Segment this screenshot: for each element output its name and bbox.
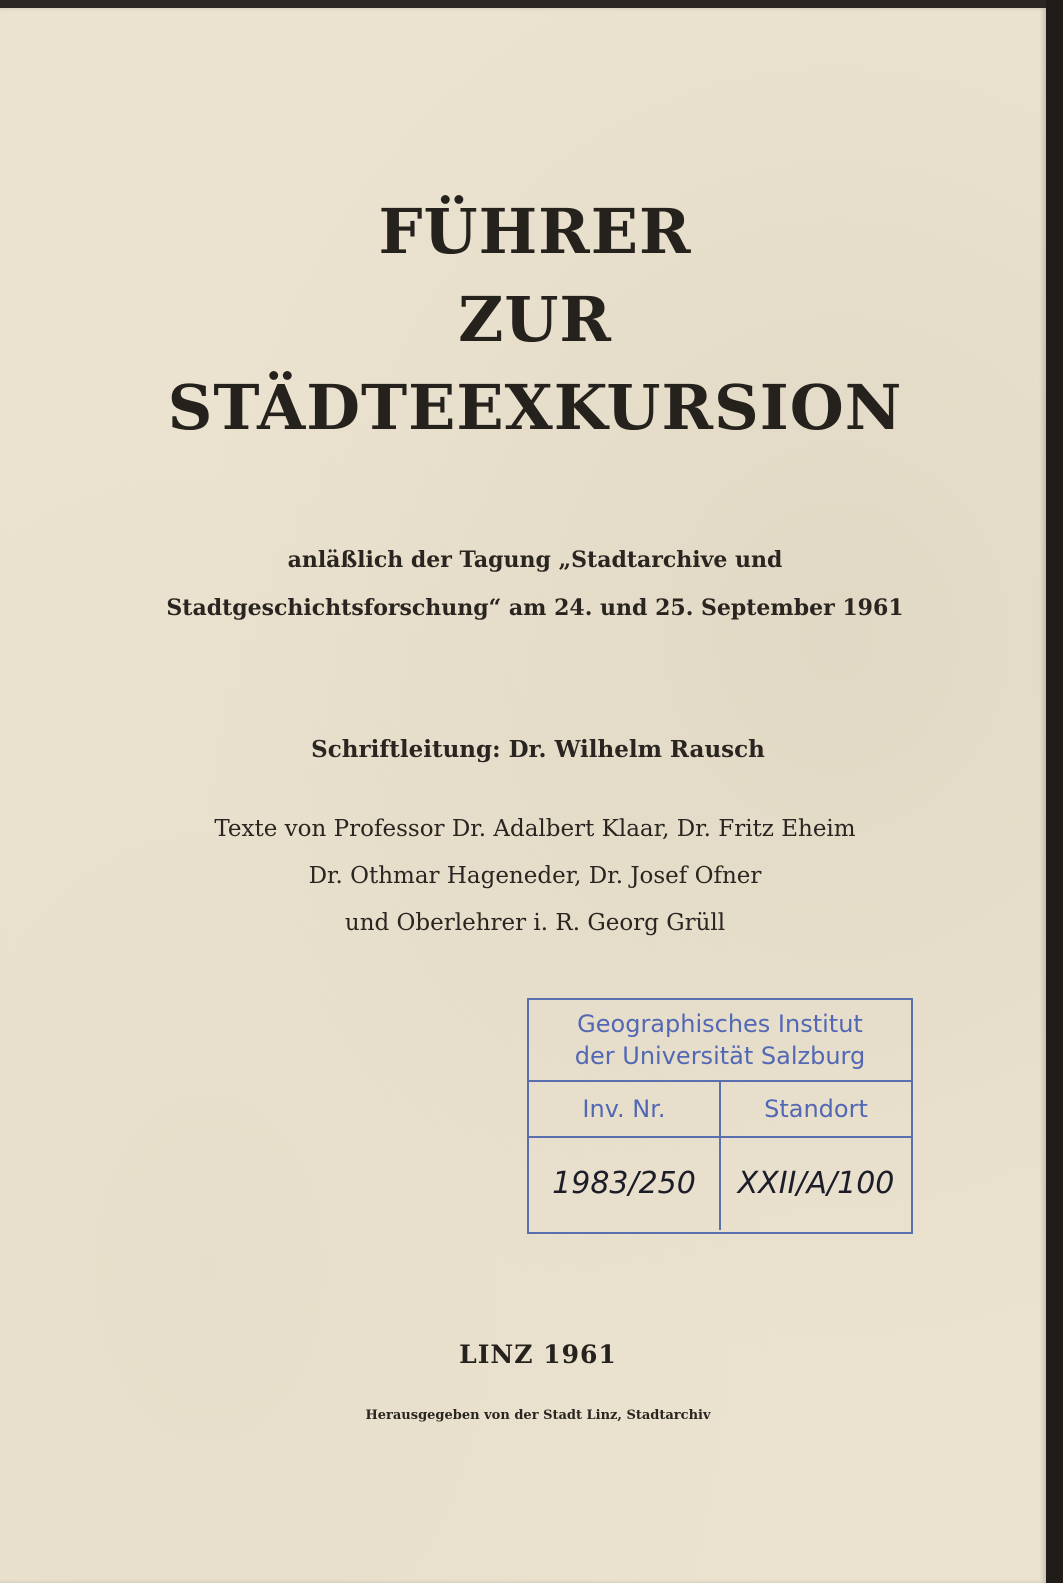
stamp-location-value: XXII/A/100	[719, 1138, 911, 1230]
stamp-location-label: Standort	[719, 1082, 911, 1136]
stamp-institute	[529, 1000, 911, 1082]
authors-block	[0, 806, 1063, 947]
authors-line-2: Dr. Othmar Hageneder, Dr. Josef Ofner	[308, 863, 762, 889]
stamp-value-row	[529, 1138, 911, 1230]
place-year: LINZ 1961	[459, 1340, 617, 1369]
stamp-inv-value: 1983/250	[552, 1166, 696, 1201]
stamp-institute-line-1: Geographisches Institut	[577, 1010, 863, 1038]
library-stamp	[527, 998, 913, 1234]
occasion-text	[0, 536, 1063, 632]
occasion-line-1: anläßlich der Tagung „Stadtarchive und	[287, 547, 783, 573]
occasion-line-2: Stadtgeschichtsforschung“ am 24. und 25. September 1961	[166, 595, 904, 621]
stamp-header-row	[529, 1082, 911, 1138]
authors-line-3: und Oberlehrer i. R. Georg Grüll	[344, 910, 726, 936]
authors-line-1: Texte von Professor Dr. Adalbert Klaar, Dr. Fritz Eheim	[214, 816, 856, 842]
title-line-3: STÄDTEEXKURSION	[167, 371, 903, 444]
book-title	[0, 188, 1063, 452]
stamp-institute-line-2: der Universität Salzburg	[574, 1042, 866, 1070]
publisher-line: Herausgegeben von der Stadt Linz, Stadtarchiv	[365, 1408, 711, 1423]
editor-line: Schriftleitung: Dr. Wilhelm Rausch	[311, 736, 765, 763]
title-line-1: FÜHRER	[378, 195, 692, 268]
title-line-2: ZUR	[458, 283, 612, 356]
stamp-inv-label: Inv. Nr.	[582, 1095, 666, 1123]
